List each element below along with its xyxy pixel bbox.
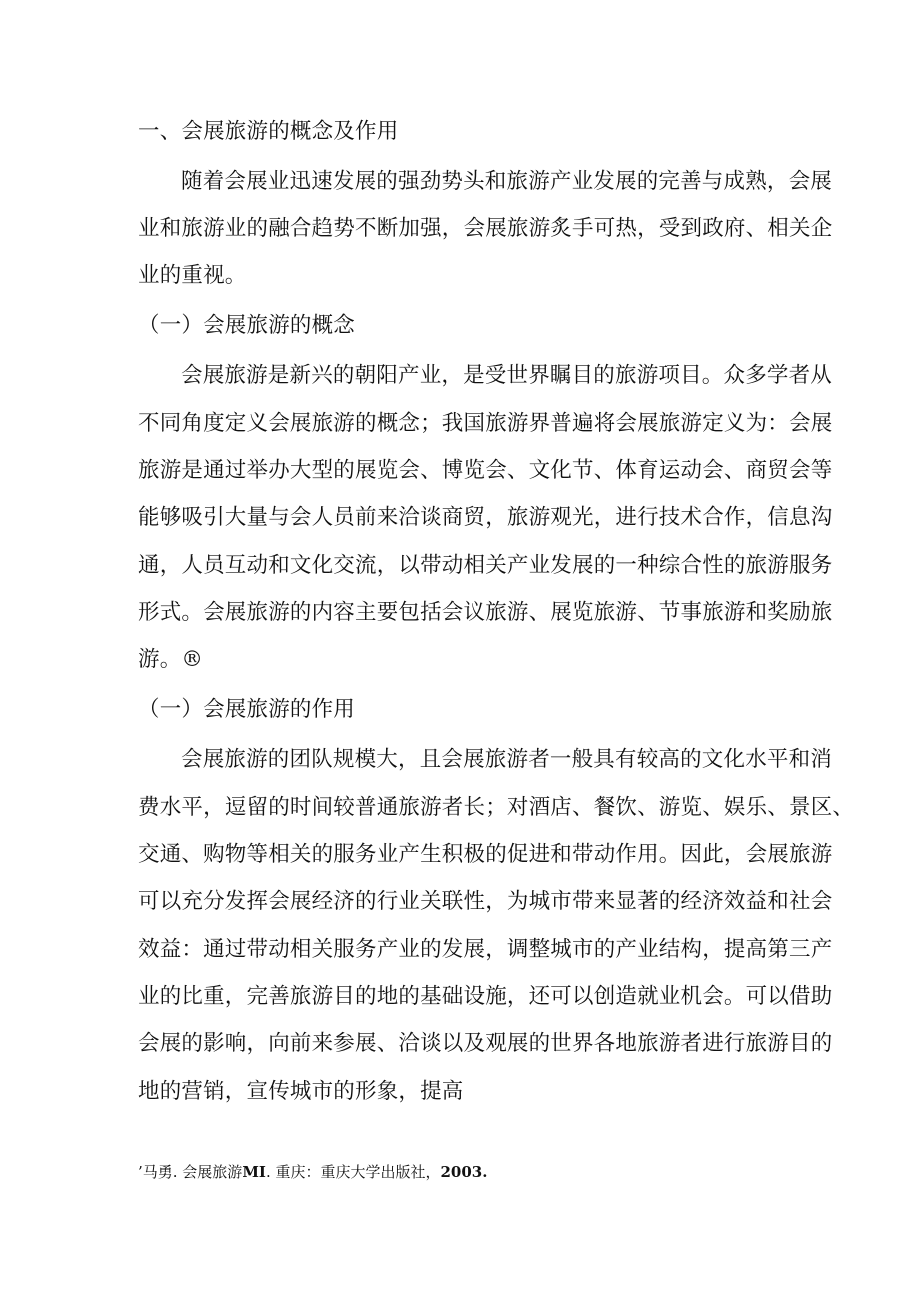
paragraph-line: 会展旅游是新兴的朝阳产业，是受世界瞩目的旅游项目。众多学者从: [181, 363, 833, 388]
paragraph-line: 随着会展业迅速发展的强劲势头和旅游产业发展的完善与成熟，会展: [181, 169, 833, 194]
paragraph-line: 游。®: [138, 647, 204, 672]
section-title: 一、会展旅游的概念及作用: [138, 119, 399, 144]
paragraph-line: 旅游是通过举办大型的展览会、博览会、文化节、体育运动会、商贸会等: [138, 458, 833, 483]
subsection-title-concept: （一）会展旅游的概念: [138, 313, 356, 338]
footnote-prefix: ’马勇. 会展旅游: [138, 1163, 243, 1181]
footnote-year: 2003.: [440, 1163, 488, 1181]
paragraph-line: 效益：通过带动相关服务产业的发展，调整城市的产业结构，提高第三产: [138, 937, 833, 962]
paragraph-line: 会展旅游的团队规模大，且会展旅游者一般具有较高的文化水平和消: [181, 747, 833, 772]
footnote-middle: . 重庆：重庆大学出版社，: [265, 1163, 441, 1181]
paragraph-line: 不同角度定义会展旅游的概念；我国旅游界普遍将会展旅游定义为：会展: [138, 411, 833, 436]
footnote: [138, 1162, 487, 1182]
subsection-title-role: （一）会展旅游的作用: [138, 697, 356, 722]
paragraph-line: 可以充分发挥会展经济的行业关联性，为城市带来显著的经济效益和社会: [138, 889, 833, 914]
footnote-bold: MI: [242, 1163, 266, 1181]
paragraph-line: 地的营销，宣传城市的形象，提高: [138, 1079, 464, 1104]
paragraph-line: 业的比重，完善旅游目的地的基础设施，还可以创造就业机会。可以借助: [138, 984, 833, 1009]
paragraph-line: 形式。会展旅游的内容主要包括会议旅游、展览旅游、节事旅游和奖励旅: [138, 600, 833, 625]
paragraph-line: 能够吸引大量与会人员前来洽谈商贸，旅游观光，进行技术合作，信息沟: [138, 505, 833, 530]
paragraph-line: 费水平，逗留的时间较普通旅游者长；对酒店、餐饮、游览、娱乐、景区、: [138, 795, 855, 820]
paragraph-line: 交通、购物等相关的服务业产生积极的促进和带动作用。因此，会展旅游: [138, 842, 833, 867]
paragraph-line: 通，人员互动和文化交流，以带动相关产业发展的一种综合性的旅游服务: [138, 553, 833, 578]
paragraph-line: 业和旅游业的融合趋势不断加强，会展旅游炙手可热，受到政府、相关企: [138, 216, 833, 241]
paragraph-line: 业的重视。: [138, 263, 247, 288]
paragraph-line: 会展的影响，向前来参展、洽谈以及观展的世界各地旅游者进行旅游目的: [138, 1031, 833, 1056]
